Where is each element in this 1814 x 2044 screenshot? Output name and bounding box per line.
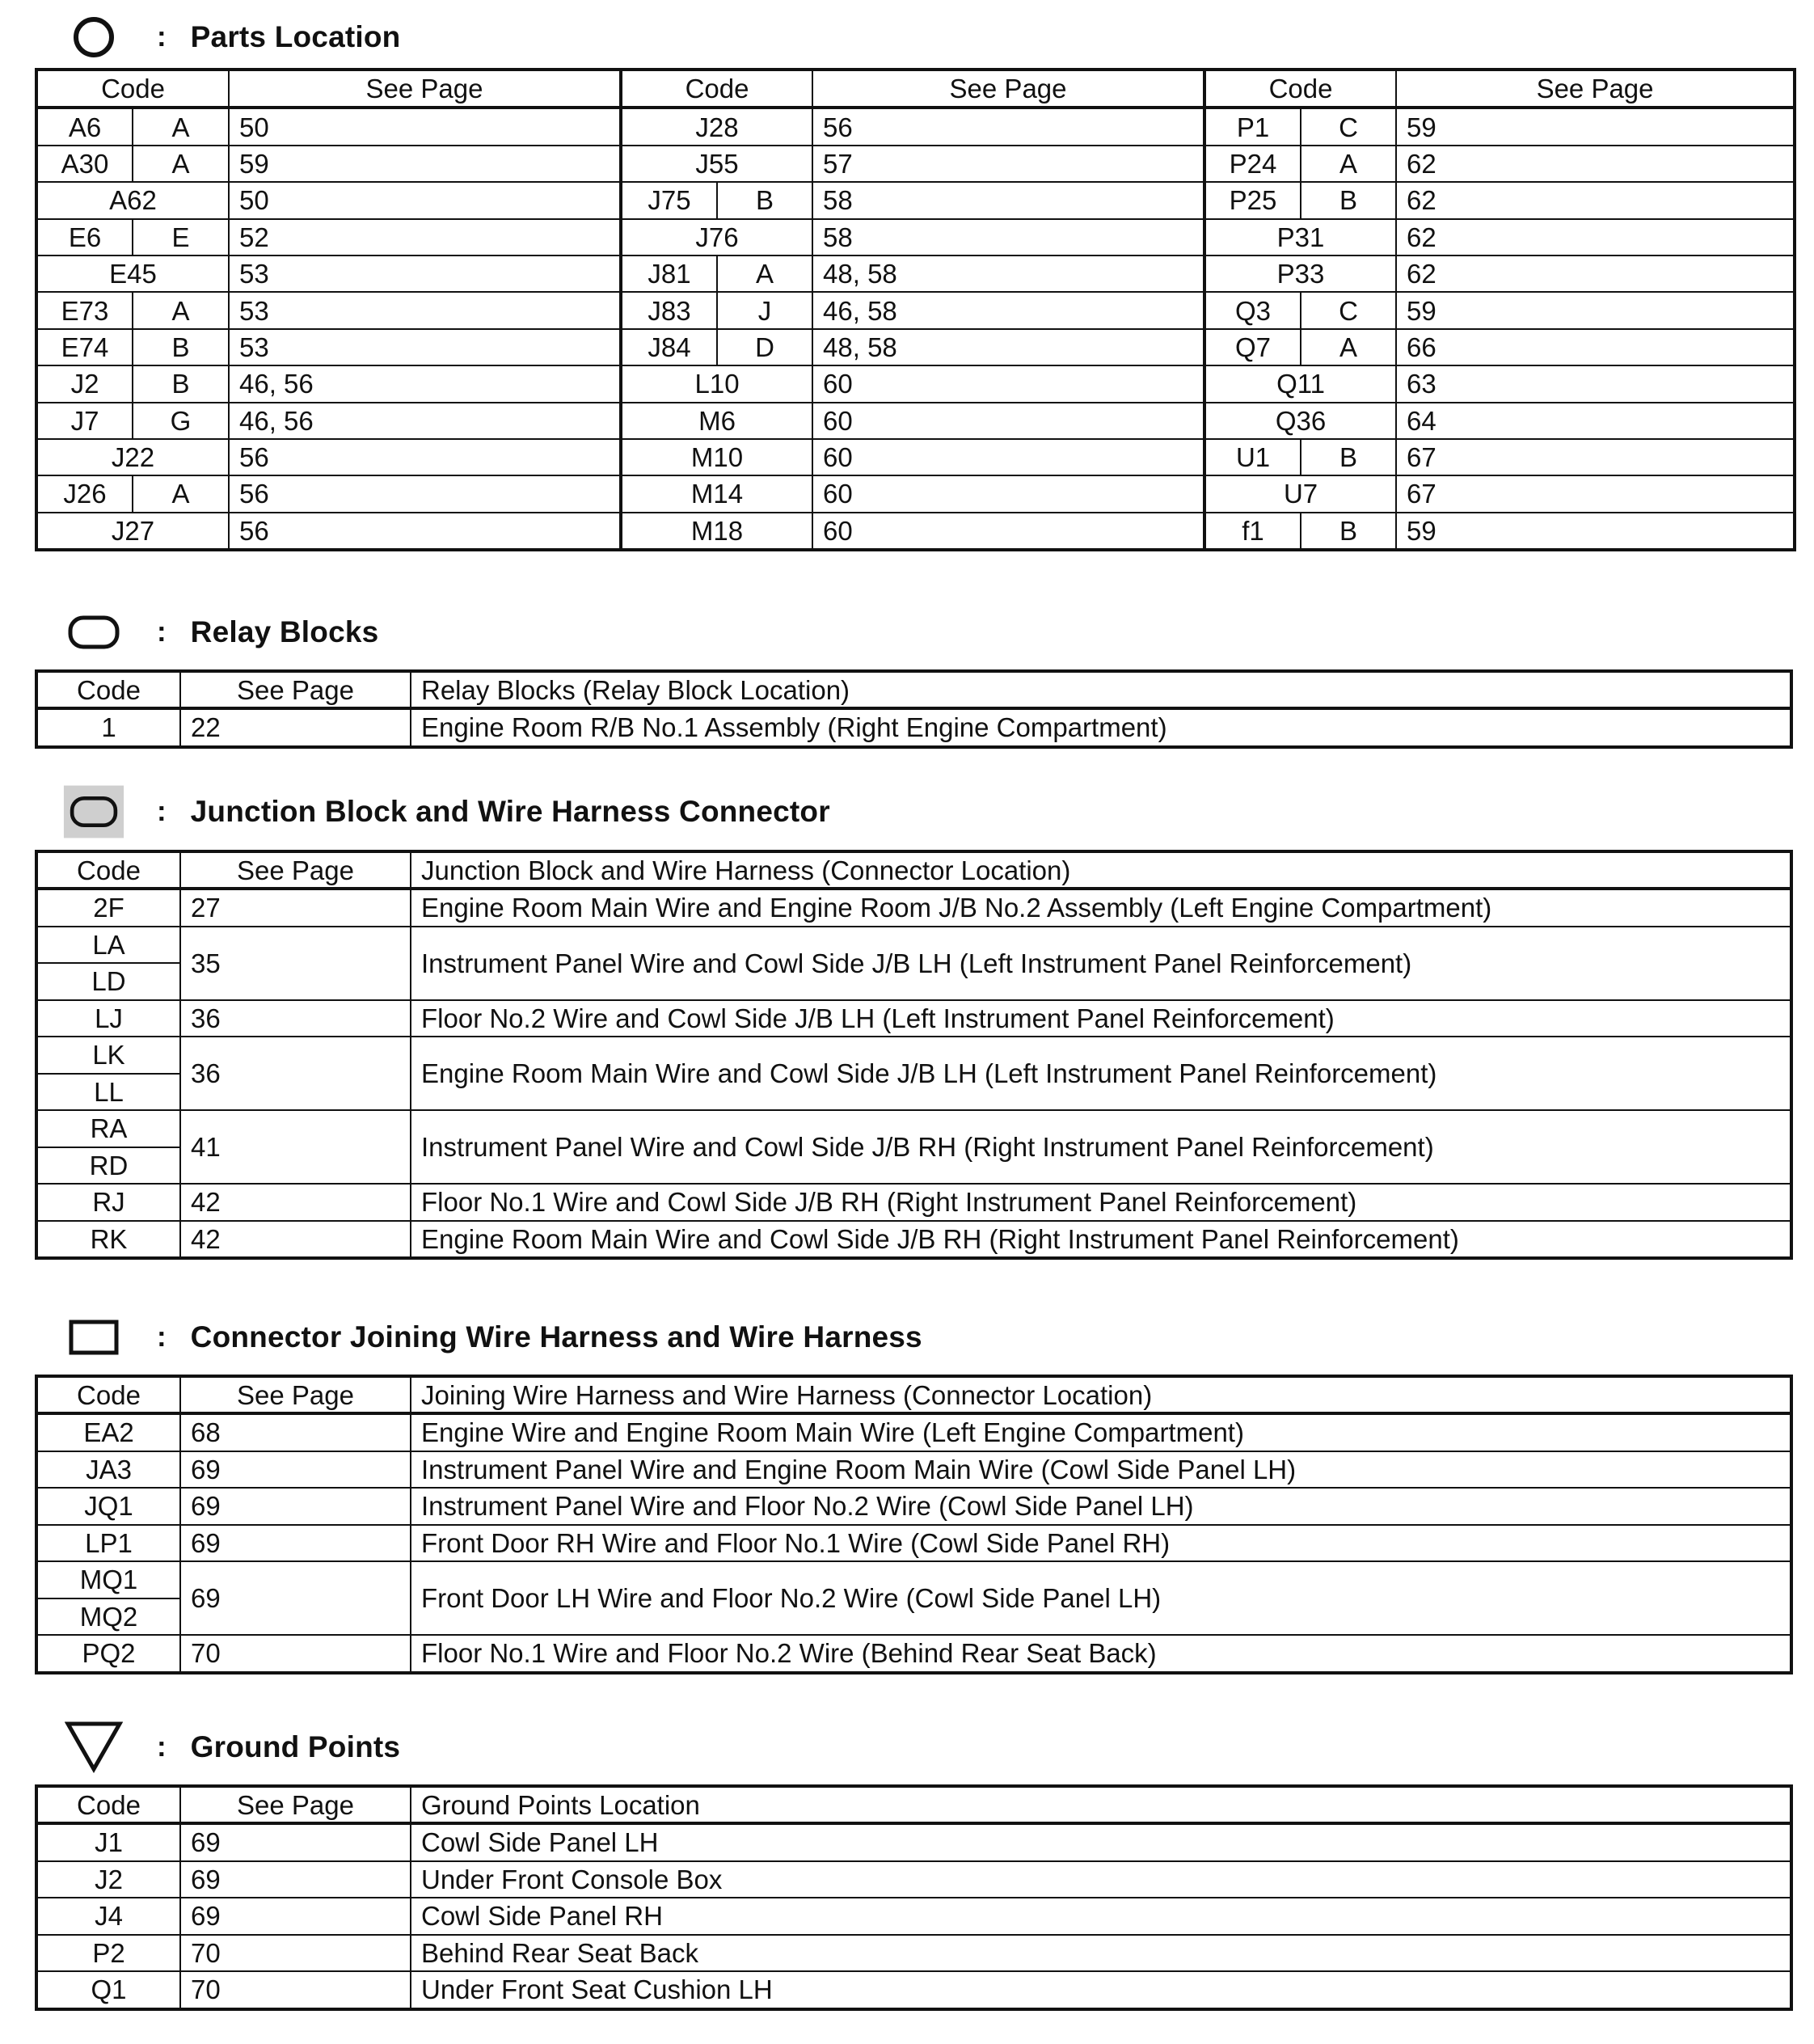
location-cell: Behind Rear Seat Back [411,1935,1791,1972]
location-cell: Engine Room Main Wire and Engine Room J/B No.2 Assembly (Left Engine Compartment) [411,889,1791,927]
page-cell: 60 [812,439,1204,475]
page-cell: 69 [180,1451,411,1489]
connector-joining-table [35,1375,1793,1674]
rounded-rect-icon [63,603,124,661]
code-cell: LD [36,963,180,1000]
table-row [36,1935,1791,1972]
page-cell: 36 [180,1000,411,1037]
page-cell: 56 [229,439,621,475]
shaded-rounded-rect-icon [63,783,124,841]
code-cell: JQ1 [36,1488,180,1525]
parts-location-table [35,68,1796,551]
sub-code-cell: B [133,329,229,365]
code-cell: M10 [621,439,812,475]
table-row [36,365,1795,402]
page-cell: 50 [229,182,621,218]
sub-code-cell: J [717,292,812,328]
code-cell: Q36 [1204,403,1396,439]
code-cell: J4 [36,1898,180,1935]
table-row [36,329,1795,365]
page-cell: 50 [229,108,621,145]
page-cell: 59 [1396,513,1795,550]
code-cell: LL [36,1074,180,1111]
page-cell: 59 [1396,108,1795,145]
code-cell: P24 [1204,146,1301,182]
table-row [36,403,1795,439]
code-cell: E6 [36,219,133,256]
code-cell: P1 [1204,108,1301,145]
page-cell: 46, 56 [229,403,621,439]
see-page-header: See Page [812,70,1204,108]
sub-code-cell: B [1301,513,1396,550]
relay-blocks-table [35,669,1793,749]
table-row [36,1898,1791,1935]
page-cell: 70 [180,1971,411,2009]
page-cell: 69 [180,1488,411,1525]
code-cell: E74 [36,329,133,365]
code-cell: A62 [36,182,229,218]
code-cell: J27 [36,513,229,550]
parts-location-heading [63,8,400,66]
code-cell: J81 [621,256,717,292]
see-page-header: See Page [180,1376,411,1413]
code-cell: PQ2 [36,1635,180,1673]
code-cell: P31 [1204,219,1396,256]
page-cell: 27 [180,889,411,927]
section-title: Ground Points [190,1730,401,1763]
page-cell: 56 [229,513,621,550]
code-cell: P25 [1204,182,1301,218]
location-header: Relay Blocks (Relay Block Location) [411,671,1791,708]
location-header: Joining Wire Harness and Wire Harness (Connector Location) [411,1376,1791,1413]
table-row [36,1413,1791,1451]
connector-joining-heading [63,1308,922,1366]
table-row [36,1635,1791,1673]
page-cell: 36 [180,1037,411,1110]
page-cell: 59 [229,146,621,182]
page-cell: 56 [229,475,621,512]
code-cell: J76 [621,219,812,256]
location-cell: Front Door LH Wire and Floor No.2 Wire (Cowl Side Panel LH) [411,1561,1791,1635]
table-row [36,146,1795,182]
code-header: Code [36,70,229,108]
header-row [36,70,1795,108]
circle-icon [63,8,124,66]
code-cell: 1 [36,708,180,747]
table-row [36,1823,1791,1861]
sub-code-cell: B [133,365,229,402]
code-header: Code [1204,70,1396,108]
colon: : [157,1731,167,1763]
table-row [36,889,1791,927]
location-cell: Floor No.2 Wire and Cowl Side J/B LH (Left Instrument Panel Reinforcement) [411,1000,1791,1037]
code-cell: Q1 [36,1971,180,2009]
code-cell: J84 [621,329,717,365]
see-page-header: See Page [180,851,411,889]
relay-blocks-heading [63,603,378,661]
see-page-header: See Page [180,671,411,708]
page-cell: 70 [180,1635,411,1673]
code-cell: Q7 [1204,329,1301,365]
page-cell: 48, 58 [812,329,1204,365]
colon: : [157,1321,167,1353]
table-row [36,1221,1791,1259]
see-page-header: See Page [229,70,621,108]
page-cell: 62 [1396,146,1795,182]
location-cell: Engine Room R/B No.1 Assembly (Right Engine Compartment) [411,708,1791,747]
page-cell: 48, 58 [812,256,1204,292]
code-cell: J2 [36,1861,180,1898]
table-row [36,108,1795,145]
location-cell: Instrument Panel Wire and Floor No.2 Wire (Cowl Side Panel LH) [411,1488,1791,1525]
code-cell: LP1 [36,1525,180,1562]
page-cell: 46, 58 [812,292,1204,328]
code-header: Code [621,70,812,108]
page-cell: 70 [180,1935,411,1972]
code-cell: E73 [36,292,133,328]
sub-code-cell: D [717,329,812,365]
code-cell: J75 [621,182,717,218]
code-cell: U1 [1204,439,1301,475]
code-cell: f1 [1204,513,1301,550]
sub-code-cell: C [1301,292,1396,328]
code-cell: RK [36,1221,180,1259]
page-cell: 67 [1396,475,1795,512]
sub-code-cell: C [1301,108,1396,145]
square-icon [63,1308,124,1366]
code-cell: M14 [621,475,812,512]
page-cell: 62 [1396,256,1795,292]
colon: : [157,21,167,53]
location-cell: Instrument Panel Wire and Cowl Side J/B LH (Left Instrument Panel Reinforcement) [411,927,1791,1000]
page-cell: 69 [180,1525,411,1562]
code-header: Code [36,671,180,708]
sub-code-cell: B [717,182,812,218]
table-row [36,475,1795,512]
ground-points-heading [63,1718,400,1776]
page-cell: 60 [812,403,1204,439]
page-cell: 35 [180,927,411,1000]
section-title: Relay Blocks [190,615,379,648]
code-cell: J26 [36,475,133,512]
header-row [36,1786,1791,1823]
header-row [36,671,1791,708]
page-cell: 69 [180,1861,411,1898]
page-cell: 41 [180,1110,411,1184]
junction-block-heading [63,783,830,841]
code-cell: J1 [36,1823,180,1861]
page-cell: 59 [1396,292,1795,328]
code-cell: LJ [36,1000,180,1037]
code-cell: 2F [36,889,180,927]
location-cell: Floor No.1 Wire and Floor No.2 Wire (Behind Rear Seat Back) [411,1635,1791,1673]
location-cell: Floor No.1 Wire and Cowl Side J/B RH (Right Instrument Panel Reinforcement) [411,1184,1791,1221]
see-page-header: See Page [180,1786,411,1823]
table-row [36,927,1791,964]
code-cell: A30 [36,146,133,182]
code-cell: Q11 [1204,365,1396,402]
page-cell: 60 [812,475,1204,512]
page-cell: 22 [180,708,411,747]
page-cell: 62 [1396,219,1795,256]
code-cell: U7 [1204,475,1396,512]
page-cell: 68 [180,1413,411,1451]
table-row [36,1037,1791,1074]
sub-code-cell: A [133,146,229,182]
code-cell: RA [36,1110,180,1147]
code-cell: MQ1 [36,1561,180,1598]
table-row [36,513,1795,550]
table-row [36,1488,1791,1525]
location-cell: Under Front Seat Cushion LH [411,1971,1791,2009]
code-cell: M18 [621,513,812,550]
section-title: Junction Block and Wire Harness Connector [190,795,830,828]
table-row [36,182,1795,218]
location-cell: Cowl Side Panel LH [411,1823,1791,1861]
table-row [36,256,1795,292]
sub-code-cell: A [1301,146,1396,182]
code-cell: M6 [621,403,812,439]
page-cell: 58 [812,219,1204,256]
location-cell: Instrument Panel Wire and Cowl Side J/B RH (Right Instrument Panel Reinforcement) [411,1110,1791,1184]
header-row [36,851,1791,889]
colon: : [157,796,167,827]
sub-code-cell: A [133,292,229,328]
location-header: Junction Block and Wire Harness (Connector Location) [411,851,1791,889]
section-title: Connector Joining Wire Harness and Wire Harness [190,1320,922,1354]
code-cell: J22 [36,439,229,475]
colon: : [157,616,167,648]
page-cell: 60 [812,513,1204,550]
page-cell: 60 [812,365,1204,402]
table-row [36,219,1795,256]
code-cell: RJ [36,1184,180,1221]
table-row [36,1000,1791,1037]
location-cell: Instrument Panel Wire and Engine Room Main Wire (Cowl Side Panel LH) [411,1451,1791,1489]
code-cell: EA2 [36,1413,180,1451]
table-row [36,439,1795,475]
code-cell: Q3 [1204,292,1301,328]
sub-code-cell: B [1301,182,1396,218]
code-cell: MQ2 [36,1598,180,1636]
page-cell: 46, 56 [229,365,621,402]
sub-code-cell: A [133,475,229,512]
code-cell: RD [36,1147,180,1185]
page-cell: 57 [812,146,1204,182]
location-cell: Engine Room Main Wire and Cowl Side J/B LH (Left Instrument Panel Reinforcement) [411,1037,1791,1110]
location-header: Ground Points Location [411,1786,1791,1823]
table-row [36,1971,1791,2009]
location-cell: Under Front Console Box [411,1861,1791,1898]
code-cell: J7 [36,403,133,439]
page-cell: 42 [180,1184,411,1221]
code-cell: LK [36,1037,180,1074]
location-cell: Engine Room Main Wire and Cowl Side J/B RH (Right Instrument Panel Reinforcement) [411,1221,1791,1259]
code-cell: J28 [621,108,812,145]
code-cell: JA3 [36,1451,180,1489]
location-cell: Front Door RH Wire and Floor No.1 Wire (Cowl Side Panel RH) [411,1525,1791,1562]
table-row [36,1110,1791,1147]
page-cell: 53 [229,256,621,292]
code-cell: A6 [36,108,133,145]
code-cell: J83 [621,292,717,328]
page-cell: 56 [812,108,1204,145]
sub-code-cell: A [1301,329,1396,365]
location-cell: Engine Wire and Engine Room Main Wire (Left Engine Compartment) [411,1413,1791,1451]
table-row [36,1184,1791,1221]
table-row [36,1525,1791,1562]
page-cell: 69 [180,1823,411,1861]
page-cell: 62 [1396,182,1795,218]
page-cell: 69 [180,1898,411,1935]
code-cell: E45 [36,256,229,292]
page-cell: 53 [229,292,621,328]
code-cell: P2 [36,1935,180,1972]
location-cell: Cowl Side Panel RH [411,1898,1791,1935]
triangle-icon [63,1718,124,1776]
code-header: Code [36,1786,180,1823]
junction-block-table [35,850,1793,1260]
code-header: Code [36,851,180,889]
sub-code-cell: G [133,403,229,439]
code-cell: L10 [621,365,812,402]
code-cell: P33 [1204,256,1396,292]
table-row [36,1561,1791,1598]
page-cell: 63 [1396,365,1795,402]
sub-code-cell: E [133,219,229,256]
sub-code-cell: A [717,256,812,292]
page-cell: 52 [229,219,621,256]
page-cell: 42 [180,1221,411,1259]
page-cell: 67 [1396,439,1795,475]
page-cell: 69 [180,1561,411,1635]
page-cell: 58 [812,182,1204,218]
section-title: Parts Location [190,20,401,53]
page-cell: 53 [229,329,621,365]
page-cell: 66 [1396,329,1795,365]
ground-points-table [35,1784,1793,2011]
code-header: Code [36,1376,180,1413]
table-row [36,292,1795,328]
sub-code-cell: B [1301,439,1396,475]
code-cell: J55 [621,146,812,182]
page-cell: 64 [1396,403,1795,439]
code-cell: LA [36,927,180,964]
see-page-header: See Page [1396,70,1795,108]
code-cell: J2 [36,365,133,402]
sub-code-cell: A [133,108,229,145]
header-row [36,1376,1791,1413]
table-row [36,708,1791,747]
table-row [36,1861,1791,1898]
table-row [36,1451,1791,1489]
